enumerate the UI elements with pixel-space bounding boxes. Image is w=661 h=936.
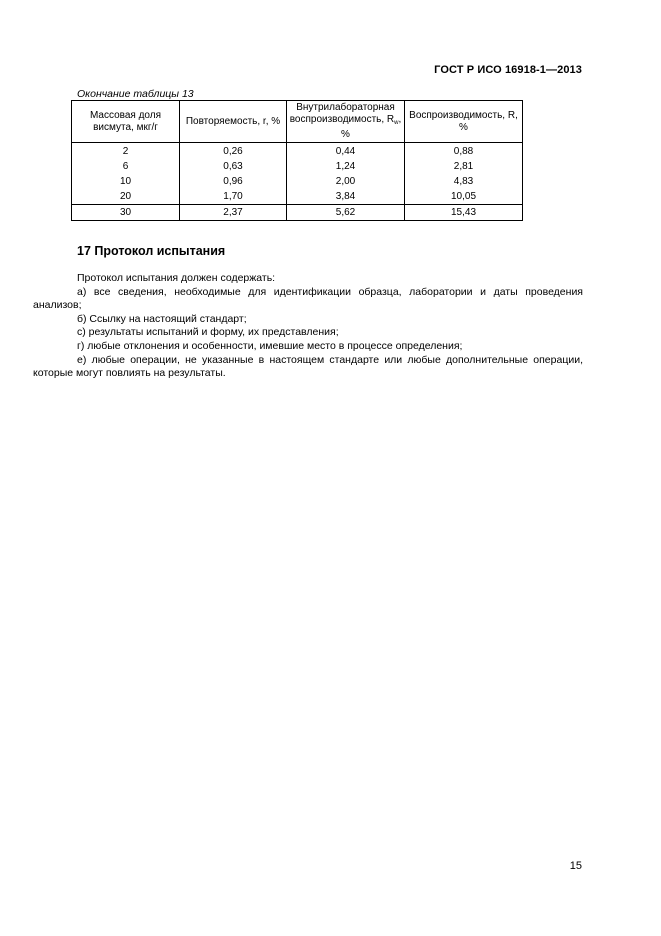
cell-rw: 1,24 <box>287 159 405 174</box>
cell-R: 0,88 <box>405 143 523 160</box>
table-row <box>72 143 523 160</box>
cell-r: 0,96 <box>180 174 287 189</box>
cell-rw: 3,84 <box>287 189 405 205</box>
list-item-a: а) все сведения, необходимые для идентификации образца, лаборатории и даты проведения анализов; <box>33 285 583 312</box>
cell-mass: 10 <box>72 174 180 189</box>
cell-r: 0,26 <box>180 143 287 160</box>
standard-code: ГОСТ Р ИСО 16918-1—2013 <box>434 64 582 76</box>
cell-mass: 6 <box>72 159 180 174</box>
cell-R: 10,05 <box>405 189 523 205</box>
cell-rw: 2,00 <box>287 174 405 189</box>
header-intralab-main: Внутрилабораторная воспроизводимость, R <box>289 102 395 125</box>
table-row <box>72 205 523 221</box>
cell-R: 15,43 <box>405 205 523 221</box>
table-header-row <box>72 101 523 143</box>
list-item-e: е) любые операции, не указанные в настоящем стандарте или любые дополнительные операции, которые могут повлиять на результаты. <box>33 353 583 380</box>
section-title: 17 Протокол испытания <box>77 244 226 258</box>
cell-R: 2,81 <box>405 159 523 174</box>
cell-mass: 20 <box>72 189 180 205</box>
cell-r: 2,37 <box>180 205 287 221</box>
list-item-c: с) результаты испытаний и форму, их представления; <box>77 326 339 339</box>
cell-rw: 0,44 <box>287 143 405 160</box>
cell-rw: 5,62 <box>287 205 405 221</box>
precision-table <box>71 100 523 221</box>
header-repeatability: Повторяемость, r, % <box>180 101 287 143</box>
header-mass-fraction: Массовая доля висмута, мкг/г <box>72 101 180 143</box>
page-number: 15 <box>569 860 582 872</box>
document-header <box>434 64 582 76</box>
cell-R: 4,83 <box>405 174 523 189</box>
table-row <box>72 189 523 205</box>
header-intralab-tail: , % <box>341 114 402 140</box>
cell-r: 0,63 <box>180 159 287 174</box>
header-reproducibility: Воспроизводимость, R, % <box>405 101 523 143</box>
paragraph-intro: Протокол испытания должен содержать: <box>77 272 276 284</box>
list-item-g: г) любые отклонения и особенности, имевшие место в процессе определения; <box>77 339 463 352</box>
table-row <box>72 159 523 174</box>
table-row <box>72 174 523 189</box>
header-intralab-subscript: w <box>394 120 399 126</box>
cell-mass: 30 <box>72 205 180 221</box>
section-body <box>33 272 583 381</box>
cell-mass: 2 <box>72 143 180 160</box>
list-item-b: б) Ссылку на настоящий стандарт; <box>77 312 247 325</box>
cell-r: 1,70 <box>180 189 287 205</box>
table-caption: Окончание таблицы 13 <box>77 88 194 100</box>
header-intralab-reproducibility <box>287 101 405 143</box>
